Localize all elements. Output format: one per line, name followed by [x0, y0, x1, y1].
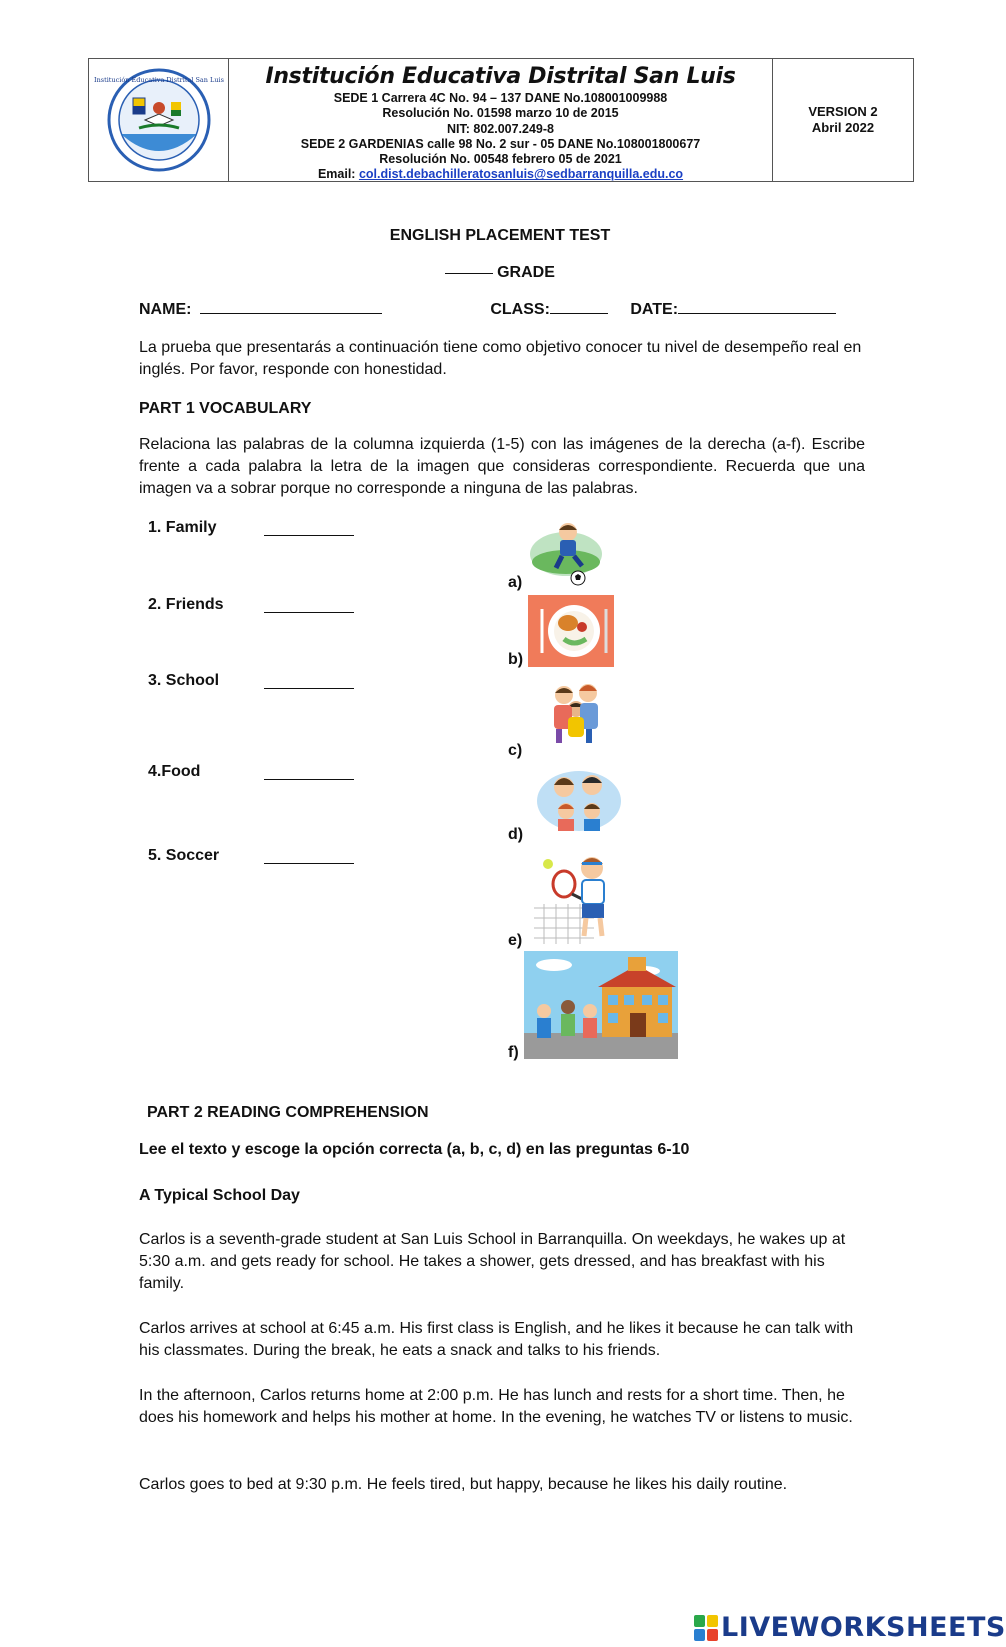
word-label: 1. Family	[148, 519, 217, 536]
date-blank[interactable]	[678, 300, 836, 314]
friends-hugging-image	[546, 679, 608, 749]
grade-blank[interactable]	[445, 273, 493, 274]
header-email-row	[229, 167, 772, 182]
liveworksheets-watermark	[694, 1612, 1006, 1643]
match-item-family	[148, 519, 216, 537]
word-label: 5. Soccer	[148, 847, 220, 864]
part1-instructions: Relaciona las palabras de la columna izquierda (1-5) con las imágenes de la derecha (a-f). Escribe frente a cada palabra la letra de la imagen que consideras correspondiente. Recuerda que una imagen va a sobrar porque no corresponde a ninguna de las palabras.	[139, 436, 865, 497]
header-line-5: Resolución No. 00548 febrero 05 de 2021	[379, 152, 622, 167]
header-line-1: SEDE 1 Carrera 4C No. 94 – 137 DANE No.108001009988	[333, 91, 668, 105]
answer-blank[interactable]	[264, 688, 354, 689]
student-fields	[139, 300, 836, 319]
match-item-school	[148, 672, 219, 690]
school-building-image	[524, 951, 678, 1059]
version-box	[773, 59, 913, 181]
test-title: ENGLISH PLACEMENT TEST	[389, 227, 611, 244]
match-item-soccer	[148, 847, 219, 865]
picture-letter-f: f)	[508, 1044, 519, 1061]
part2-heading: PART 2 READING COMPREHENSION	[147, 1104, 429, 1121]
part2-instructions: Lee el texto y escoge la opción correcta (a, b, c, d) en las preguntas 6-10	[139, 1141, 690, 1158]
soccer-player-image	[528, 518, 608, 586]
answer-blank[interactable]	[264, 863, 354, 864]
story-paragraph-1: Carlos is a seventh-grade student at San Luis School in Barranquilla. On weekdays, he wakes up at 5:30 a.m. and gets ready for school. He takes a shower, gets dressed, and has breakfast with his family.	[139, 1231, 846, 1292]
version-date: Abril 2022	[811, 120, 875, 135]
word-label: 2. Friends	[148, 596, 224, 613]
picture-letter-d: d)	[508, 826, 524, 843]
institution-name: Institución Educativa Distrital San Luis	[265, 64, 736, 89]
family-image	[536, 765, 622, 833]
picture-letter-b: b)	[508, 651, 524, 668]
part1-heading: PART 1 VOCABULARY	[139, 400, 312, 417]
picture-letter-e: e)	[508, 932, 523, 949]
header-line-4: SEDE 2 GARDENIAS calle 98 No. 2 sur - 05 DANE No.108001800677	[300, 136, 701, 151]
header-line-3: NIT: 802.007.249-8	[446, 121, 554, 136]
answer-blank[interactable]	[264, 612, 354, 613]
name-blank[interactable]	[200, 300, 382, 314]
match-item-food	[148, 763, 200, 781]
answer-blank[interactable]	[264, 535, 354, 536]
header-line-2: Resolución No. 01598 marzo 10 de 2015	[382, 106, 619, 121]
date-label: DATE:	[630, 301, 679, 318]
tennis-player-image	[534, 848, 624, 944]
school-seal-icon	[93, 68, 224, 172]
svg-text:Institución Educativa Distrita: Institución Educativa Distrital San Luis	[93, 76, 224, 84]
name-label: NAME:	[139, 301, 192, 318]
picture-letter-c: c)	[508, 742, 523, 759]
picture-letter-a: a)	[508, 574, 523, 591]
match-item-friends	[148, 596, 224, 614]
intro-text: La prueba que presentarás a continuación tiene como objetivo conocer tu nivel de desempeño real en inglés. Por favor, responde con honestidad.	[139, 339, 862, 378]
story-title: A Typical School Day	[139, 1187, 300, 1204]
story-paragraph-2: Carlos arrives at school at 6:45 a.m. His first class is English, and he likes it because he can talk with his classmates. During the break, he eats a snack and talks to his friends.	[139, 1320, 854, 1359]
word-label: 4.Food	[148, 763, 201, 780]
school-logo	[89, 59, 229, 181]
email-label: Email:	[317, 167, 356, 182]
word-label: 3. School	[148, 672, 220, 689]
answer-blank[interactable]	[264, 779, 354, 780]
grade-label: GRADE	[497, 264, 555, 281]
document-header	[88, 58, 914, 182]
class-label: CLASS:	[490, 301, 550, 318]
grade-row	[0, 264, 1000, 282]
story-paragraph-4: Carlos goes to bed at 9:30 p.m. He feels tired, but happy, because he likes his daily routine.	[139, 1476, 788, 1493]
liveworksheets-logo-icon	[694, 1615, 718, 1641]
food-plate-image	[528, 595, 614, 667]
story-paragraph-3: In the afternoon, Carlos returns home at 2:00 p.m. He has lunch and rests for a short time. Then, he does his homework and helps his mother at home. In the evening, he watches TV or listens to music.	[139, 1387, 853, 1426]
class-blank[interactable]	[550, 300, 608, 314]
header-institution-info	[229, 59, 773, 181]
email-link[interactable]: col.dist.debachilleratosanluis@sedbarranquilla.edu.co	[358, 167, 684, 182]
watermark-text: LIVEWORKSHEETS	[721, 1612, 1006, 1643]
version-label: VERSION 2	[808, 104, 878, 119]
